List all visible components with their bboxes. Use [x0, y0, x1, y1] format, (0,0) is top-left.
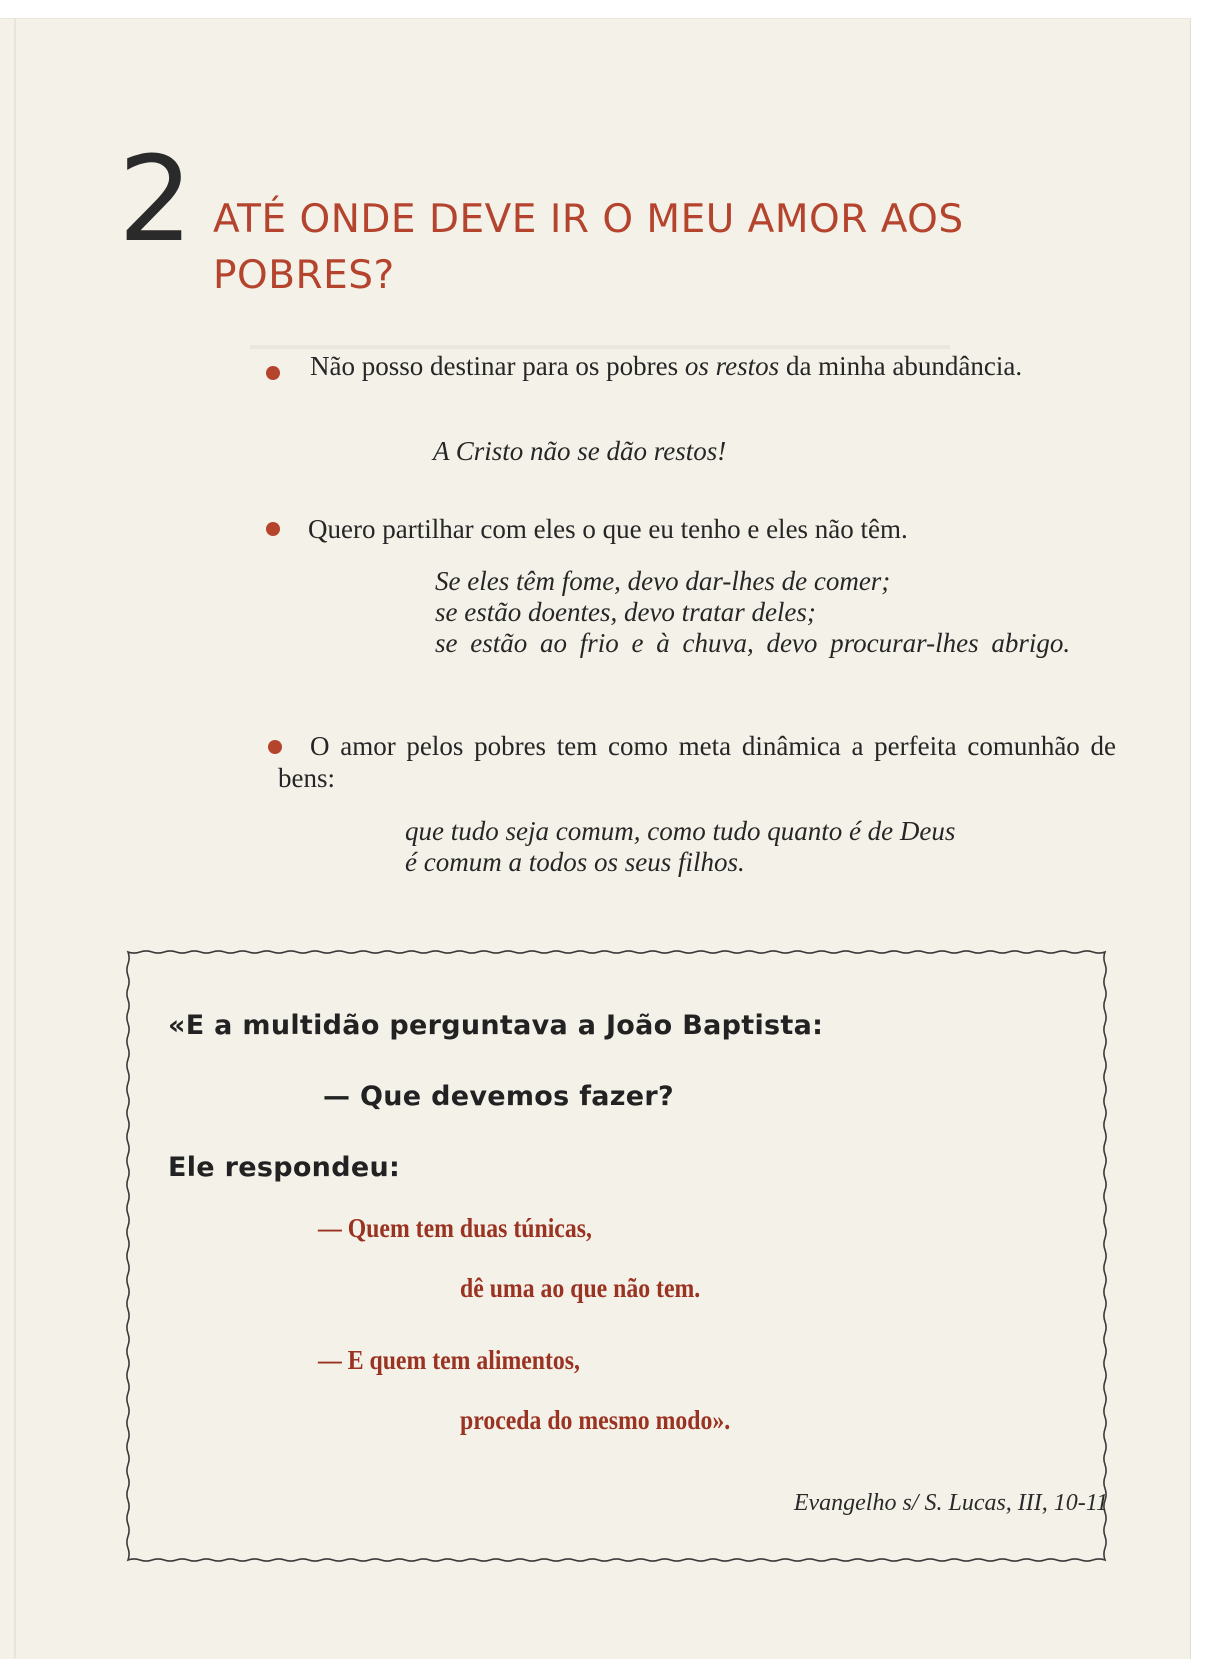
- list-item-2: [308, 513, 1128, 545]
- item-quote: A Cristo não se dão restos!: [433, 436, 727, 466]
- quote-line: se estão ao frio e à chuva, devo procurar-lhes abrigo.: [435, 628, 1071, 658]
- list-item-1: [308, 350, 1116, 382]
- quote-line: se estão doentes, devo tratar deles;: [435, 597, 816, 627]
- gospel-source: Evangelho s/ S. Lucas, III, 10-11: [793, 1490, 1108, 1516]
- gospel-answer-line: dê uma ao que não tem.: [460, 1273, 701, 1303]
- gospel-question: — Que devemos fazer?: [323, 1081, 674, 1112]
- gospel-answer-line: proceda do mesmo modo».: [460, 1405, 731, 1435]
- chapter-title: ATÉ ONDE DEVE IR O MEU AMOR AOS POBRES?: [213, 197, 964, 298]
- page-fold: [14, 18, 16, 1658]
- item-quote-block: [405, 816, 1120, 878]
- gospel-answer-intro: Ele respondeu:: [168, 1152, 401, 1183]
- item-quote-block: [435, 566, 1120, 659]
- list-item-text: Quero partilhar com eles o que eu tenho e eles não têm.: [308, 514, 908, 544]
- gospel-answer-line: — Quem tem duas túnicas,: [318, 1213, 592, 1243]
- list-item-3: [278, 730, 1116, 794]
- chapter-number: 2: [118, 130, 190, 268]
- gospel-intro: «E a multidão perguntava a João Baptista:: [168, 1010, 824, 1041]
- quote-line: é comum a todos os seus filhos.: [405, 847, 745, 877]
- list-item-text: O amor pelos pobres tem como meta dinâmica a perfeita comunhão de bens:: [278, 731, 1116, 793]
- quote-line: Se eles têm fome, devo dar-lhes de comer;: [435, 566, 891, 596]
- list-item-text: Não posso destinar para os pobres os restos da minha abundância.: [310, 351, 1023, 381]
- quote-line: que tudo seja comum, como tudo quanto é de Deus: [405, 816, 956, 846]
- gospel-answer-line: — E quem tem alimentos,: [318, 1345, 581, 1375]
